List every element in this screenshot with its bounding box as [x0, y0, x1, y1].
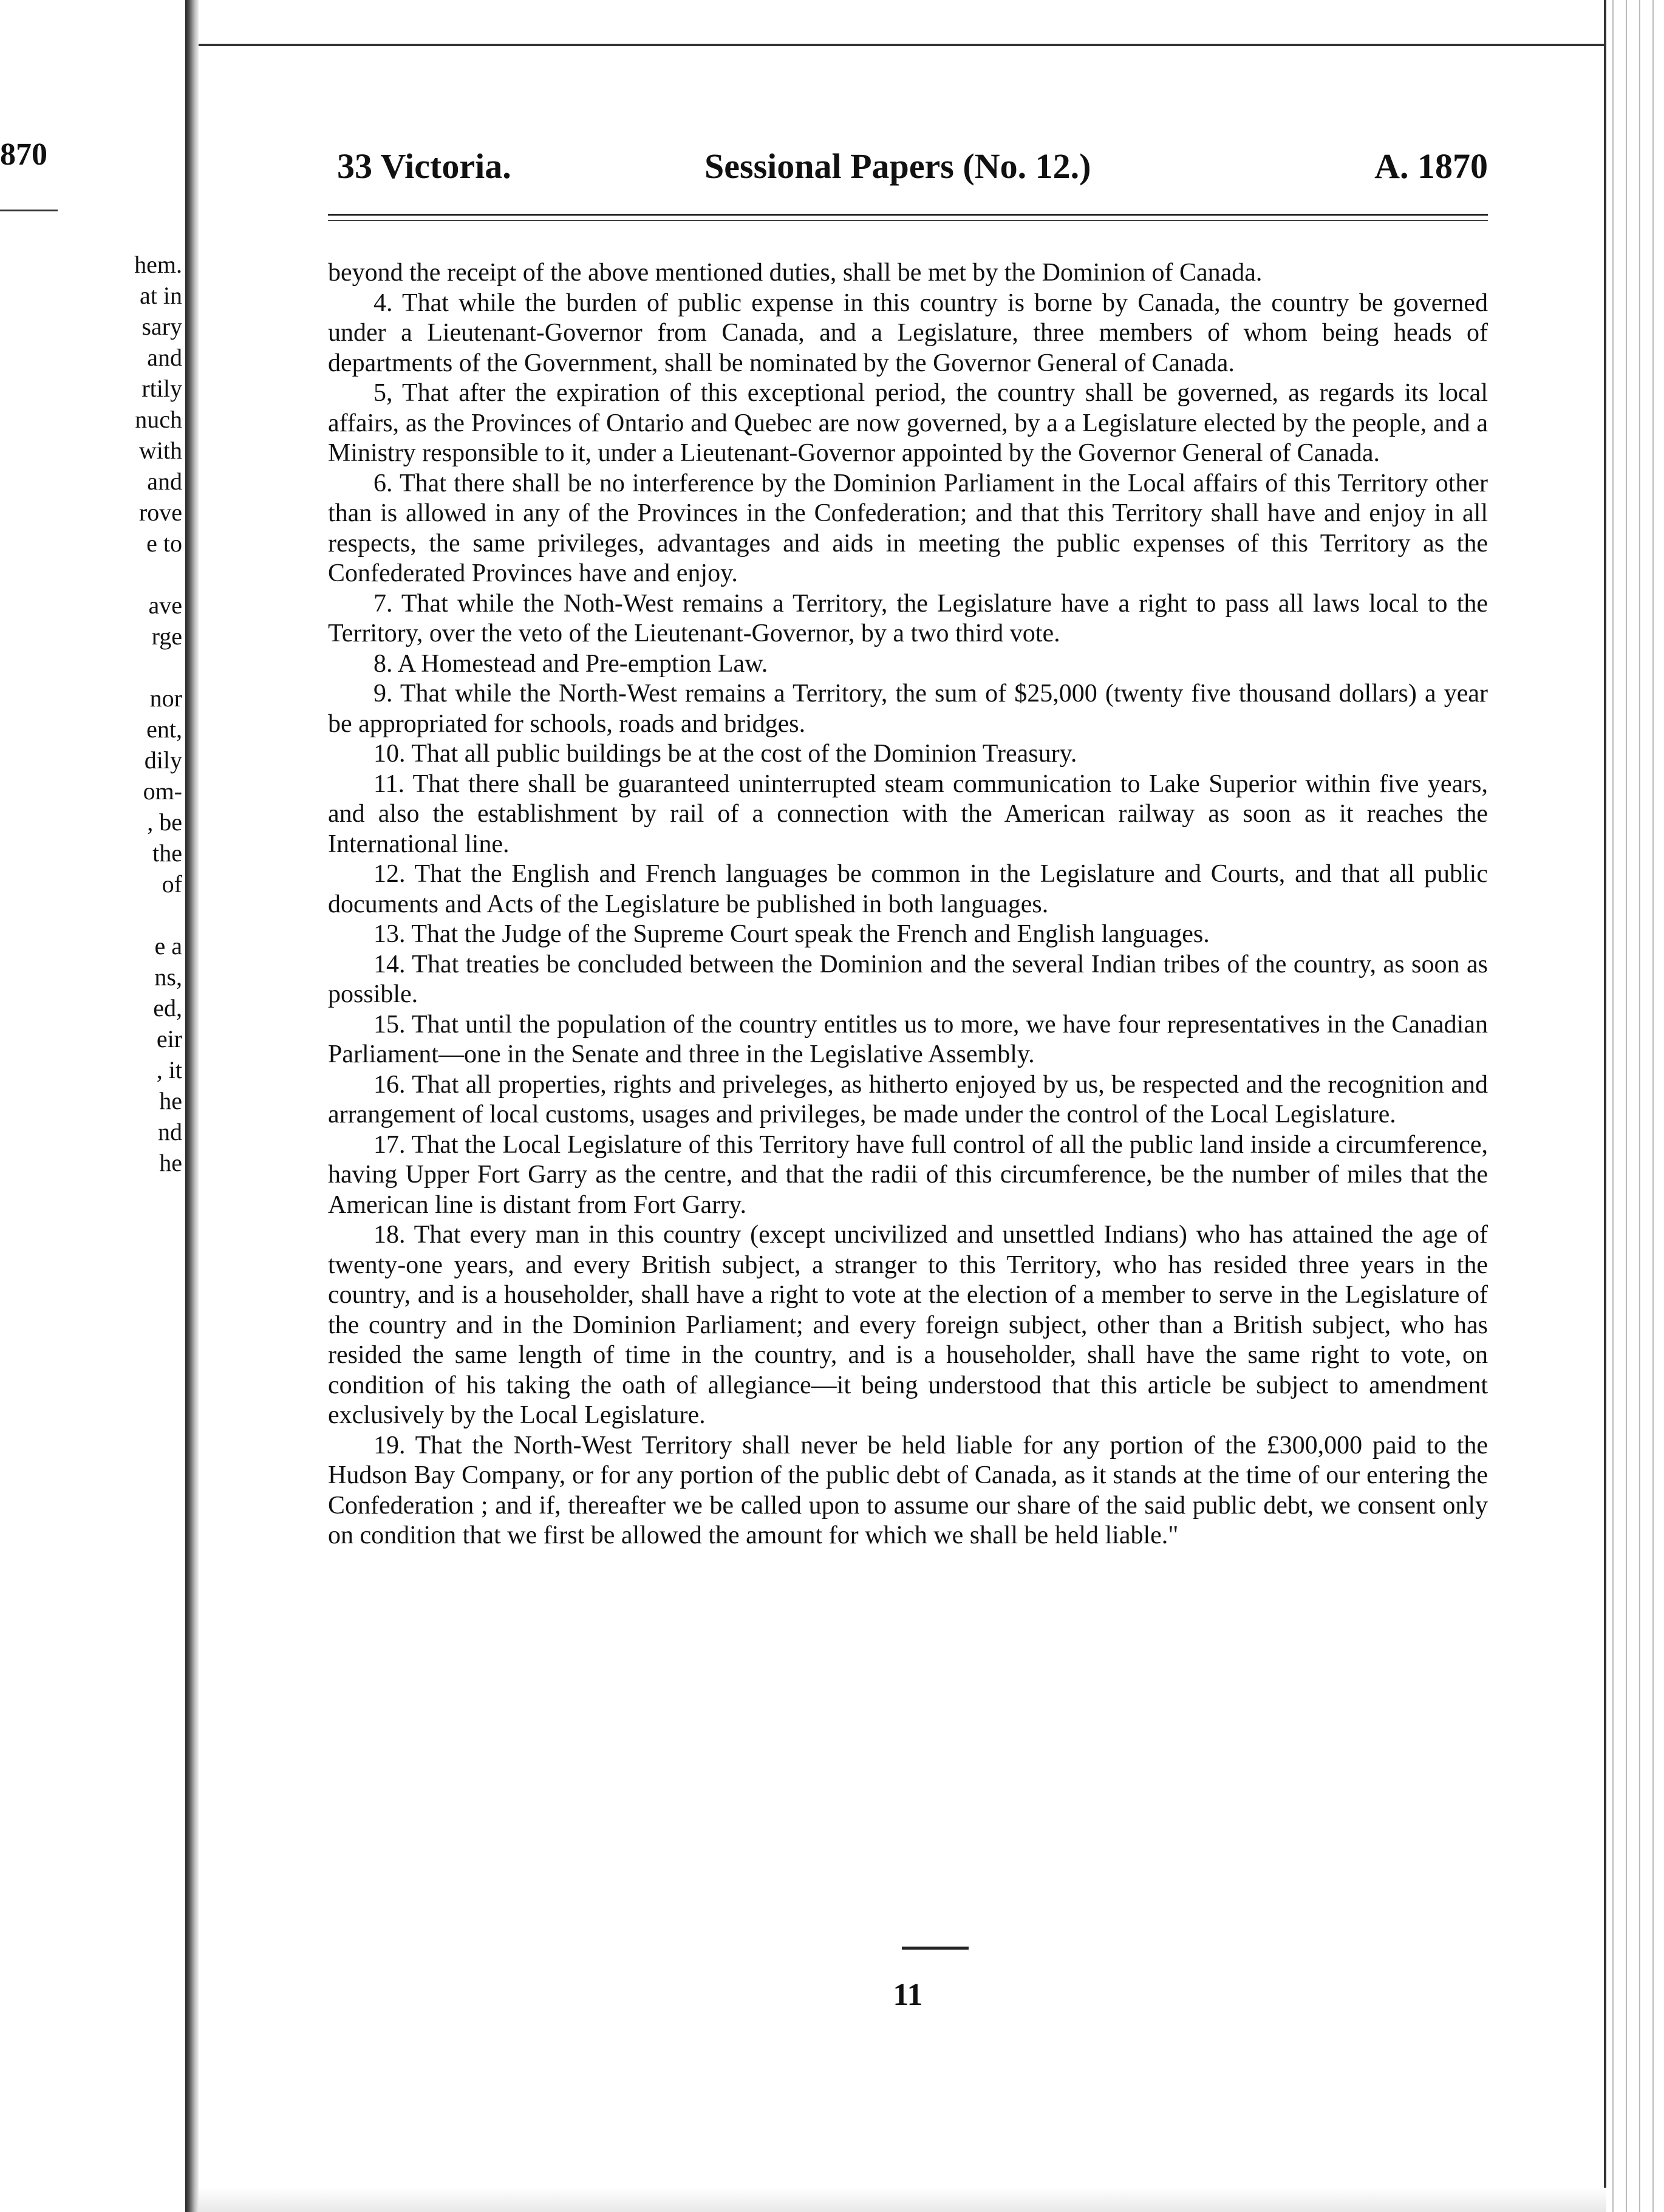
header-title: Sessional Papers (No. 12.) [704, 146, 1091, 186]
article-5: 5, That after the expiration of this exceptional period, the country shall be governed, as regards its local affairs, as the Provinces of Ontario and Quebec are now governed, by a a Legislature elected by the people, and a Ministry responsible to it, under a Lieutenant-Governor appointed by the Governor General of Canada. [328, 379, 1488, 467]
facing-line: e to [146, 530, 182, 557]
header-rule [328, 220, 1488, 221]
facing-line: and [147, 468, 182, 495]
facing-line: ent, [146, 715, 182, 743]
facing-line: om- [143, 777, 182, 805]
facing-line [0, 652, 182, 683]
facing-line: he [159, 1087, 182, 1115]
facing-line: ave [148, 592, 182, 619]
article-4: 4. That while the burden of public expense in this country is borne by Canada, the country be governed under a Lieutenant-Governor from Canada, and a Legislature, three members of whom being heads of departments of the Government, shall be nominated by the Governor General of Canada. [328, 288, 1488, 377]
article-7: 7. That while the Noth-West remains a Territory, the Legislature have a right to pass all laws local to the Territory, over the veto of the Lieutenant-Governor, by a two third vote. [328, 589, 1488, 647]
facing-line: hem. [134, 251, 182, 278]
facing-page-text [0, 249, 182, 1178]
facing-line: , it [156, 1056, 182, 1084]
article-12: 12. That the English and French languages be common in the Legislature and Courts, and that all public documents and Acts of the Legislature be published in both languages. [328, 860, 1488, 918]
facing-line: rtily [142, 375, 182, 402]
facing-page-rule [0, 210, 58, 211]
book-gutter [185, 0, 199, 2212]
article-17: 17. That the Local Legislature of this Territory have full control of all the public land inside a circumference, having Upper Fort Garry as the centre, and that the radii of this circumference, be the number of miles that the American line is distant from Fort Garry. [328, 1130, 1488, 1219]
article-14: 14. That treaties be concluded between the Dominion and the several Indian tribes of the country, as soon as possible. [328, 950, 1488, 1008]
article-15: 15. That until the population of the country entitles us to more, we have four representatives in the Canadian Parliament—one in the Senate and three in the Legislative Assembly. [328, 1010, 1488, 1068]
facing-line: e a [154, 932, 182, 960]
facing-line: with [138, 437, 182, 464]
facing-line: , be [147, 808, 182, 836]
article-11: 11. That there shall be guaranteed uninterrupted steam communication to Lake Superior within five years, and also the establishment by rail of a connection with the American railway as soon as it reaches the International line. [328, 770, 1488, 858]
article-8: 8. A Homestead and Pre-emption Law. [373, 649, 768, 678]
facing-line: the [152, 839, 182, 867]
page-number: 11 [893, 1978, 923, 2012]
facing-line: of [162, 870, 182, 898]
facing-line: ed, [153, 994, 182, 1022]
facing-line: dily [144, 746, 182, 774]
facing-line: rove [138, 499, 182, 526]
body-text [328, 258, 1488, 1551]
article-10: 10. That all public buildings be at the cost of the Dominion Treasury. [373, 740, 1077, 768]
facing-line: and [147, 344, 182, 371]
facing-line: nuch [135, 406, 182, 433]
facing-page [0, 0, 185, 2212]
article-18: 18. That every man in this country (except uncivilized and unsettled Indians) who has attained the age of twenty-one years, and every British subject, a stranger to this Territory, who has resided three years in the country, and is a householder, shall have a right to vote at the election of a member to serve in the Legislature of the country and in the Dominion Parliament; and every foreign subject, other than a British subject, who has resided the same length of time in the country, and is a householder, shall have the same right to vote, on condition of his taking the oath of allegiance—it being understood that this article be subject to amendment exclusively by the Local Legislature. [328, 1221, 1488, 1429]
footer-rule [902, 1947, 969, 1950]
facing-line: at in [140, 282, 182, 309]
facing-line: nd [158, 1118, 182, 1145]
facing-line: he [159, 1149, 182, 1176]
article-19: 19. That the North-West Territory shall never be held liable for any portion of the £300,000 paid to the Hudson Bay Company, or for any portion of the public debt of Canada, as it stands at the time of our entering the Confederation ; and if, thereafter we be called upon to assume our share of the said public debt, we consent only on condition that we first be allowed the amount for which we shall be held liable." [328, 1431, 1488, 1549]
article-16: 16. That all properties, rights and priveleges, as hitherto enjoyed by us, be respected and the recognition and arrangement of local customs, usages and privileges, be made under the control of the Local Legislature. [328, 1070, 1488, 1128]
facing-line [0, 559, 182, 590]
facing-line: nor [149, 684, 182, 712]
page-stack-edge [1604, 0, 1664, 2212]
paragraph-continuation: beyond the receipt of the above mentioned duties, shall be met by the Dominion of Canada. [328, 259, 1263, 287]
article-9: 9. That while the North-West remains a Territory, the sum of $25,000 (twenty five thousand dollars) a year be appropriated for schools, roads and bridges. [328, 680, 1488, 738]
facing-line: sary [142, 313, 182, 340]
document-page [328, 0, 1488, 2212]
header-year: A. 1870 [1374, 146, 1488, 186]
facing-line: eir [156, 1025, 182, 1053]
facing-line [0, 899, 182, 930]
facing-line: ns, [154, 963, 182, 991]
facing-line: rge [151, 623, 182, 650]
facing-page-year: 870 [0, 137, 47, 172]
article-13: 13. That the Judge of the Supreme Court speak the French and English languages. [373, 920, 1210, 948]
article-6: 6. That there shall be no interference by the Dominion Parliament in the Local affairs of this Territory other than is allowed in any of the Provinces in the Confederation; and that this Territory shall have and enjoy in all respects, the same privileges, advantages and aids in meeting the public expenses of this Territory as the Confederated Provinces have and enjoy. [328, 469, 1488, 587]
header-rule [328, 214, 1488, 216]
running-header [328, 146, 1488, 194]
header-session: 33 Victoria. [337, 146, 511, 186]
